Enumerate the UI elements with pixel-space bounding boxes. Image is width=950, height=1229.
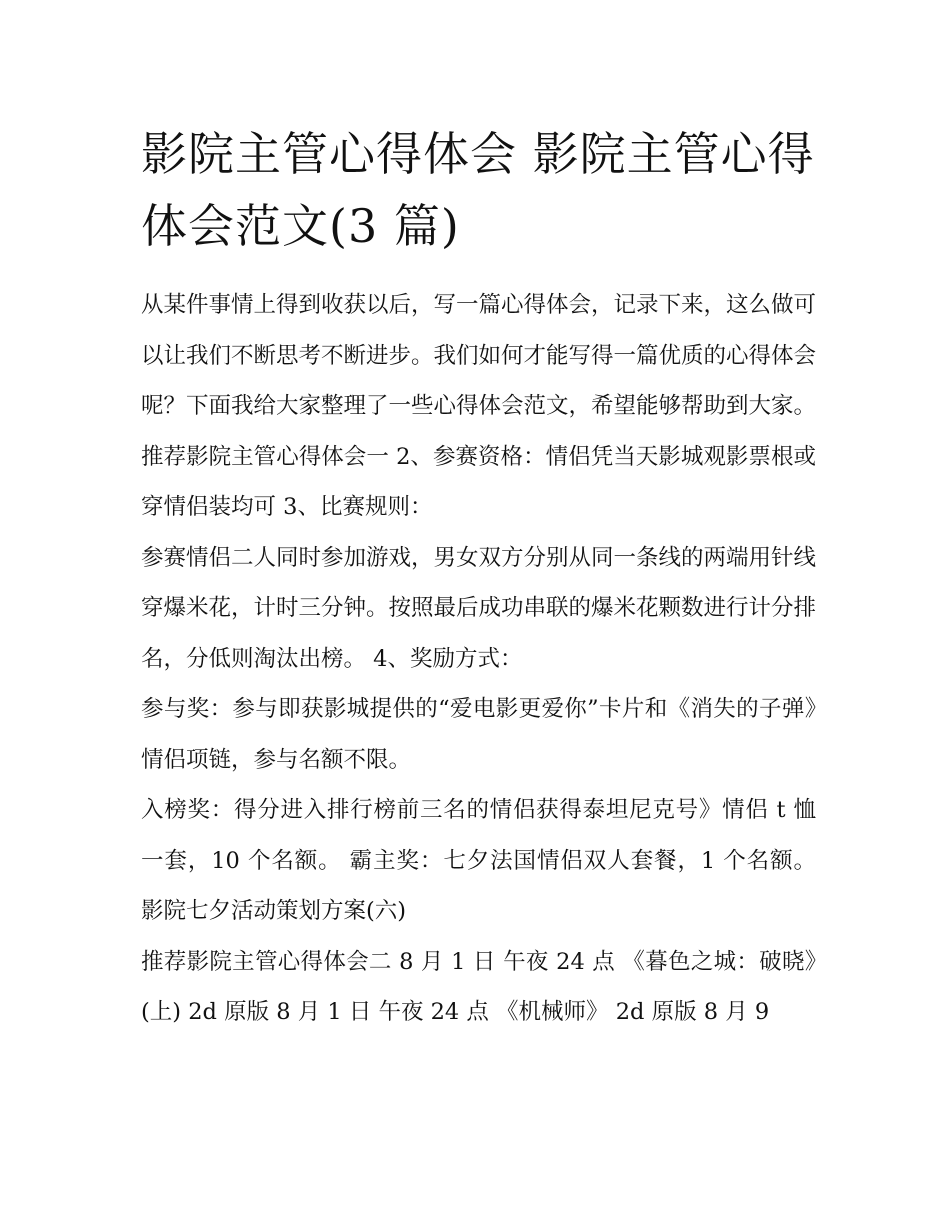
paragraph-game-rules: 参赛情侣二人同时参加游戏，男女双方分别从同一条线的两端用针线穿爆米花，计时三分钟。按照最后成功串联的爆米花颗数进行计分排名，分低则淘汰出榜。 4、奖励方式： [141,544,817,672]
intro-paragraph: 从某件事情上得到收获以后，写一篇心得体会，记录下来，这么做可以让我们不断思考不断进步。我们如何才能写得一篇优质的心得体会呢？下面我给大家整理了一些心得体会范文，希望能够帮助到大家。 [141,292,817,419]
document-page [141,118,816,1038]
paragraph-ranking-award: 入榜奖：得分进入排行榜前三名的情侣获得泰坦尼克号》情侣 t 恤一套，10 个名额。 霸主奖：七夕法国情侣双人套餐，1 个名额。 影院七夕活动策划方案(六) [141,797,816,924]
paragraph-recommend-one: 推荐影院主管心得体会一 2、参赛资格：情侣凭当天影城观影票根或穿情侣装均可 3、比赛规则： [141,443,816,520]
paragraph-recommend-two: 推荐影院主管心得体会二 8 月 1 日 午夜 24 点 《暮色之城：破晓》(上) 2d 原版 8 月 1 日 午夜 24 点 《机械师》 2d 原版 8 月 9 [141,948,816,1025]
paragraph-participation-award: 参与奖：参与即获影城提供的“爱电影更爱你”卡片和《消失的子弹》情侣项链，参与名额不限。 [141,696,816,773]
document-title: 影院主管心得体会 影院主管心得体会范文(3 篇) [141,127,815,253]
